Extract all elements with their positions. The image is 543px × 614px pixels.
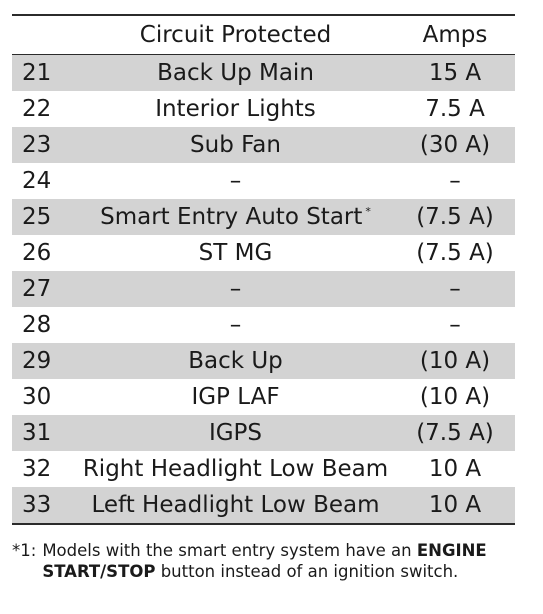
amps-value: (7.5 A)	[416, 240, 494, 266]
fuse-number: 25	[22, 204, 52, 230]
circuit-name: Back Up Main	[157, 60, 314, 86]
table-row	[12, 343, 515, 379]
footnote-reference: *	[365, 205, 371, 218]
footnote-text	[42, 540, 522, 582]
amps-value: 10 A	[428, 492, 482, 518]
header-circuit-protected: Circuit Protected	[139, 22, 332, 48]
table-row	[12, 199, 515, 235]
table-row	[12, 379, 515, 415]
circuit-cell	[76, 276, 395, 302]
circuit-cell	[76, 96, 395, 122]
circuit-cell	[76, 240, 395, 266]
fuse-number: 27	[22, 276, 52, 302]
fuse-number: 31	[22, 420, 52, 446]
footnote-text-after: button instead of an ignition switch.	[155, 562, 459, 581]
circuit-name: Interior Lights	[155, 96, 316, 122]
footnote-text-before: Models with the smart entry system have an	[42, 541, 417, 560]
amps-value: –	[449, 168, 461, 194]
fuse-number: 21	[22, 60, 52, 86]
amps-value: (30 A)	[419, 132, 491, 158]
circuit-name: –	[229, 312, 242, 338]
circuit-cell	[76, 168, 395, 194]
circuit-name: ST MG	[198, 240, 273, 266]
circuit-name: –	[229, 276, 242, 302]
table-row	[12, 307, 515, 343]
amps-value: 7.5 A	[425, 96, 485, 122]
table-row	[12, 127, 515, 163]
table-row	[12, 271, 515, 307]
table-row	[12, 55, 515, 91]
circuit-name: Left Headlight Low Beam	[91, 492, 380, 518]
fuse-number: 26	[22, 240, 52, 266]
circuit-name: Right Headlight Low Beam	[82, 456, 389, 482]
fuse-number: 32	[22, 456, 52, 482]
amps-value: 15 A	[428, 60, 482, 86]
circuit-cell	[76, 132, 395, 158]
footnote-bold-text: ENGINE START/STOP	[42, 541, 487, 581]
circuit-cell	[76, 312, 395, 338]
circuit-cell	[76, 384, 395, 410]
table-row	[12, 451, 515, 487]
circuit-cell	[76, 456, 395, 482]
table-body	[12, 55, 515, 523]
circuit-cell	[76, 420, 395, 446]
circuit-cell	[76, 204, 395, 230]
circuit-name: Sub Fan	[190, 132, 281, 158]
fuse-number: 33	[22, 492, 52, 518]
fuse-table	[12, 14, 515, 525]
header-amps: Amps	[422, 22, 488, 48]
table-row	[12, 487, 515, 523]
fuse-number: 22	[22, 96, 52, 122]
amps-value: 10 A	[428, 456, 482, 482]
fuse-number: 23	[22, 132, 52, 158]
amps-value: (7.5 A)	[416, 420, 494, 446]
table-row	[12, 415, 515, 451]
table-row	[12, 235, 515, 271]
circuit-name: Back Up	[188, 348, 283, 374]
fuse-number: 30	[22, 384, 52, 410]
fuse-number: 24	[22, 168, 52, 194]
amps-value: –	[449, 312, 461, 338]
circuit-cell	[76, 492, 395, 518]
footnote-marker: *1:	[12, 541, 37, 560]
table-row	[12, 163, 515, 199]
circuit-name: Smart Entry Auto Start	[100, 204, 363, 230]
fuse-number: 28	[22, 312, 52, 338]
amps-value: (10 A)	[419, 348, 491, 374]
table-header	[12, 16, 515, 55]
fuse-number: 29	[22, 348, 52, 374]
circuit-cell	[76, 60, 395, 86]
circuit-name: –	[229, 168, 242, 194]
amps-value: (10 A)	[419, 384, 491, 410]
amps-value: (7.5 A)	[416, 204, 494, 230]
circuit-cell	[76, 348, 395, 374]
circuit-name: IGP LAF	[191, 384, 280, 410]
table-row	[12, 91, 515, 127]
circuit-name: IGPS	[208, 420, 263, 446]
amps-value: –	[449, 276, 461, 302]
footnote	[12, 540, 522, 582]
